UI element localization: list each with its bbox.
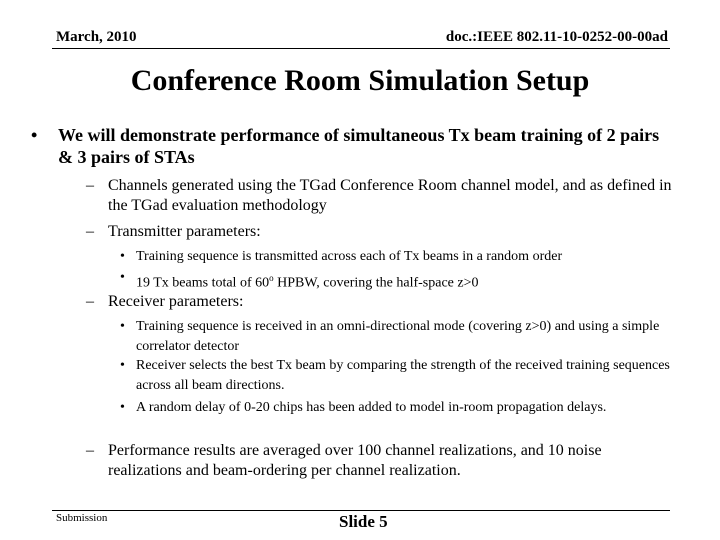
slide-title: Conference Room Simulation Setup — [130, 64, 590, 97]
slide-number: Slide 5 — [339, 512, 388, 531]
bullet-text: We will demonstrate performance of simultaneous Tx beam training of 2 pairs & 3 pairs of STAs — [58, 125, 660, 167]
bullet-text: Receiver selects the best Tx beam by comparing the strength of the received training sequences across all beam directions. — [136, 358, 670, 393]
bullet-level2 — [86, 222, 688, 242]
bullet-level3 — [120, 398, 676, 418]
bullet-marker: • — [31, 125, 38, 145]
bullet-marker: • — [120, 319, 125, 334]
bullet-text: Receiver parameters: — [108, 293, 244, 310]
bullet-level3 — [120, 356, 676, 396]
header-doc-id: doc.:IEEE 802.11-10-0252-00-00ad — [445, 29, 668, 45]
footer-divider — [52, 510, 670, 511]
bullet-text: Performance results are averaged over 100 channel realizations, and 10 noise realizations and beam-ordering per channel realization. — [108, 442, 602, 479]
bullet-text-pre: 19 Tx beams total of 60 — [136, 275, 270, 291]
bullet-text: Training sequence is received in an omni-directional mode (covering z>0) and using a simple correlator detector — [136, 319, 660, 354]
bullet-level3 — [120, 247, 676, 267]
footer-submission: Submission — [56, 512, 108, 524]
degree-sup: o — [269, 273, 274, 283]
bullet-level2 — [86, 441, 668, 481]
bullet-level1 — [31, 124, 678, 168]
bullet-text: Training sequence is transmitted across each of Tx beams in a random order — [136, 249, 563, 264]
header-divider — [52, 48, 670, 49]
dash-marker: – — [86, 442, 94, 459]
bullet-level2 — [86, 292, 688, 312]
header-date: March, 2010 — [56, 29, 137, 45]
dash-marker: – — [86, 223, 94, 240]
bullet-level3 — [120, 268, 676, 294]
bullet-marker: • — [120, 249, 125, 264]
dash-marker: – — [86, 177, 94, 194]
bullet-text: Transmitter parameters: — [108, 223, 261, 240]
bullet-level3 — [120, 317, 676, 357]
bullet-text: Channels generated using the TGad Conference Room channel model, and as defined in the TGad evaluation methodology — [108, 177, 672, 214]
dash-marker: – — [86, 293, 94, 310]
bullet-marker: • — [120, 400, 125, 415]
bullet-level2 — [86, 176, 688, 216]
bullet-marker: • — [120, 358, 125, 373]
bullet-text-post: HPBW, covering the half-space z>0 — [273, 275, 479, 291]
bullet-marker: • — [120, 270, 125, 285]
bullet-text: A random delay of 0-20 chips has been added to model in-room propagation delays. — [136, 400, 607, 415]
